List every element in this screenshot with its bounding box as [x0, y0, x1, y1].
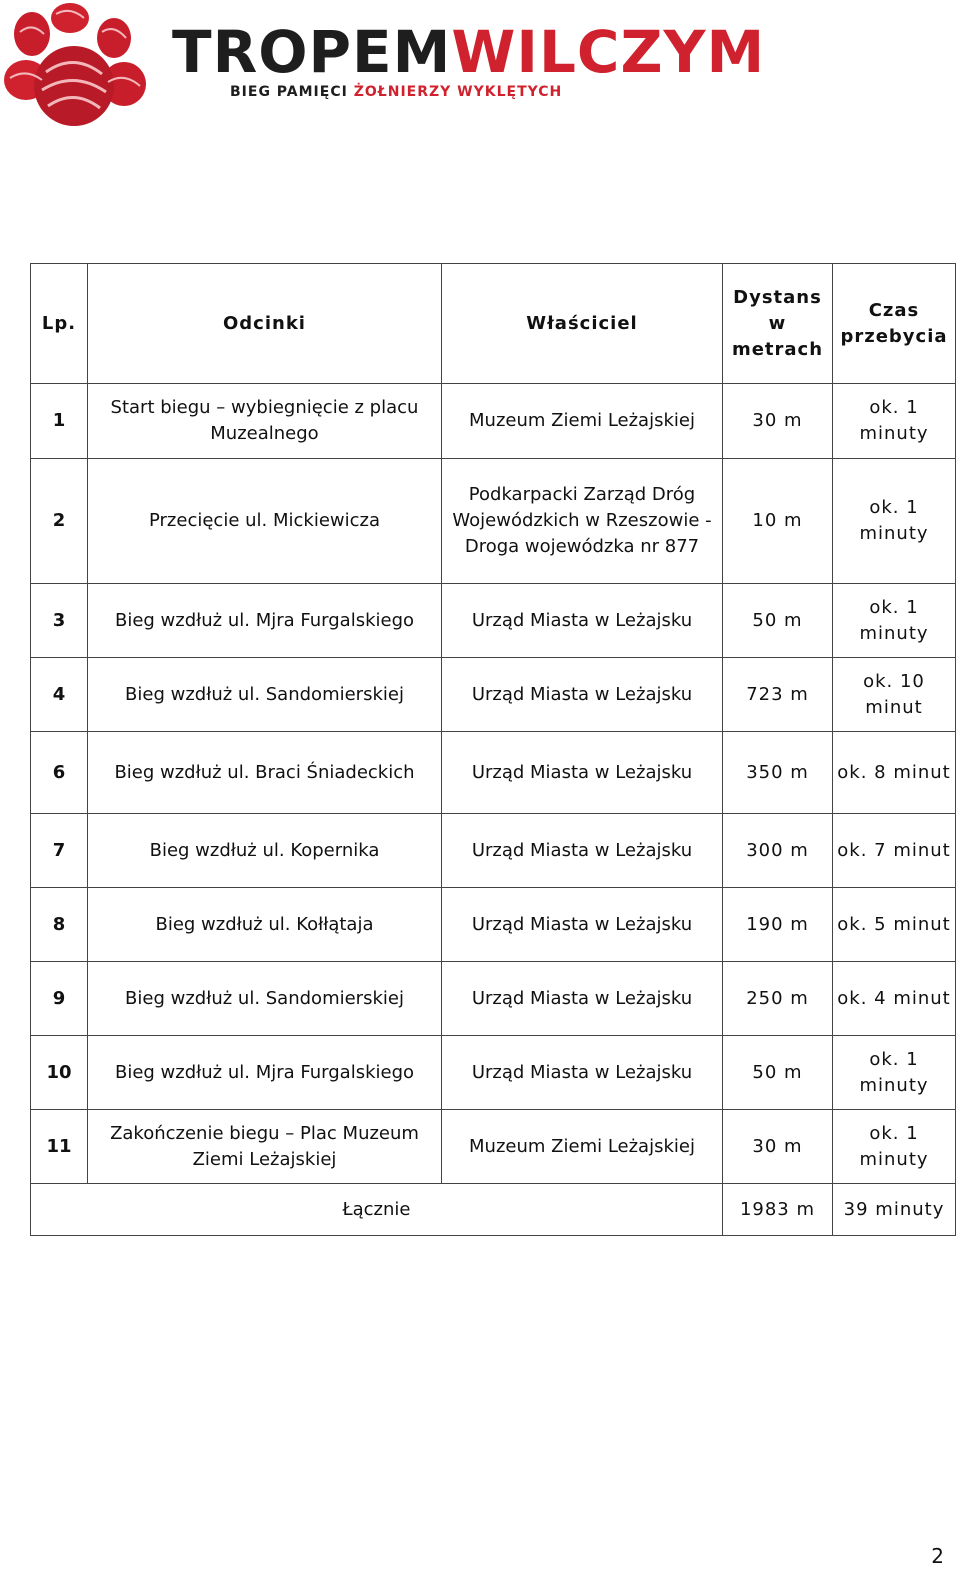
row-lp: 8 [31, 888, 88, 962]
total-label: Łącznie [31, 1184, 723, 1236]
row-odcinek: Zakończenie biegu – Plac Muzeum Ziemi Leżajskiej [88, 1110, 442, 1184]
table-row [31, 384, 956, 459]
total-dystans: 1983 m [723, 1184, 833, 1236]
row-lp: 4 [31, 658, 88, 732]
brand-title: TROPEMWILCZYM [172, 18, 766, 86]
row-dystans: 250 m [723, 962, 833, 1036]
row-wlasciciel: Urząd Miasta w Leżajsku [442, 732, 723, 814]
table-row [31, 962, 956, 1036]
row-lp: 1 [31, 384, 88, 459]
row-czas: ok. 1 minuty [833, 1110, 956, 1184]
row-czas: ok. 1 minuty [833, 459, 956, 584]
row-czas: ok. 7 minut [833, 814, 956, 888]
row-wlasciciel: Muzeum Ziemi Leżajskiej [442, 384, 723, 459]
row-odcinek: Bieg wzdłuż ul. Sandomierskiej [88, 962, 442, 1036]
row-wlasciciel: Urząd Miasta w Leżajsku [442, 814, 723, 888]
row-dystans: 10 m [723, 459, 833, 584]
row-dystans: 50 m [723, 1036, 833, 1110]
row-czas: ok. 8 minut [833, 732, 956, 814]
row-odcinek: Start biegu – wybiegnięcie z placu Muzealnego [88, 384, 442, 459]
route-table [30, 263, 956, 1236]
header-odcinki: Odcinki [88, 264, 442, 384]
table-row [31, 814, 956, 888]
table-row [31, 584, 956, 658]
table-row [31, 732, 956, 814]
row-lp: 2 [31, 459, 88, 584]
row-wlasciciel: Muzeum Ziemi Leżajskiej [442, 1110, 723, 1184]
total-czas: 39 minuty [833, 1184, 956, 1236]
row-odcinek: Bieg wzdłuż ul. Mjra Furgalskiego [88, 584, 442, 658]
header-wlasciciel: Właściciel [442, 264, 723, 384]
brand-subtitle: BIEG PAMIĘCI ŻOŁNIERZY WYKLĘTYCH [230, 84, 563, 100]
table-row [31, 888, 956, 962]
table-row [31, 1036, 956, 1110]
row-wlasciciel: Podkarpacki Zarząd Dróg Wojewódzkich w Rzeszowie - Droga wojewódzka nr 877 [442, 459, 723, 584]
row-wlasciciel: Urząd Miasta w Leżajsku [442, 888, 723, 962]
table-row [31, 459, 956, 584]
row-wlasciciel: Urząd Miasta w Leżajsku [442, 1036, 723, 1110]
row-czas: ok. 1 minuty [833, 384, 956, 459]
row-lp: 10 [31, 1036, 88, 1110]
row-czas: ok. 1 minuty [833, 1036, 956, 1110]
row-czas: ok. 10 minut [833, 658, 956, 732]
row-odcinek: Przecięcie ul. Mickiewicza [88, 459, 442, 584]
row-dystans: 50 m [723, 584, 833, 658]
brand-logo [172, 18, 766, 100]
row-dystans: 30 m [723, 1110, 833, 1184]
row-czas: ok. 1 minuty [833, 584, 956, 658]
table-row [31, 1110, 956, 1184]
page-header [0, 0, 960, 140]
row-dystans: 190 m [723, 888, 833, 962]
row-lp: 3 [31, 584, 88, 658]
row-wlasciciel: Urząd Miasta w Leżajsku [442, 658, 723, 732]
row-odcinek: Bieg wzdłuż ul. Kopernika [88, 814, 442, 888]
total-row [31, 1184, 956, 1236]
header-czas: Czas przebycia [833, 264, 956, 384]
row-lp: 11 [31, 1110, 88, 1184]
row-lp: 6 [31, 732, 88, 814]
row-odcinek: Bieg wzdłuż ul. Mjra Furgalskiego [88, 1036, 442, 1110]
wolf-paw-icon [2, 2, 152, 130]
row-czas: ok. 5 minut [833, 888, 956, 962]
table-header-row [31, 264, 956, 384]
table-row [31, 658, 956, 732]
row-odcinek: Bieg wzdłuż ul. Braci Śniadeckich [88, 732, 442, 814]
page-number: 2 [931, 1544, 944, 1568]
row-odcinek: Bieg wzdłuż ul. Kołłątaja [88, 888, 442, 962]
row-odcinek: Bieg wzdłuż ul. Sandomierskiej [88, 658, 442, 732]
header-dystans: Dystans w metrach [723, 264, 833, 384]
row-wlasciciel: Urząd Miasta w Leżajsku [442, 962, 723, 1036]
header-lp: Lp. [31, 264, 88, 384]
row-czas: ok. 4 minut [833, 962, 956, 1036]
row-lp: 7 [31, 814, 88, 888]
row-dystans: 723 m [723, 658, 833, 732]
row-dystans: 350 m [723, 732, 833, 814]
row-dystans: 30 m [723, 384, 833, 459]
row-dystans: 300 m [723, 814, 833, 888]
row-lp: 9 [31, 962, 88, 1036]
row-wlasciciel: Urząd Miasta w Leżajsku [442, 584, 723, 658]
